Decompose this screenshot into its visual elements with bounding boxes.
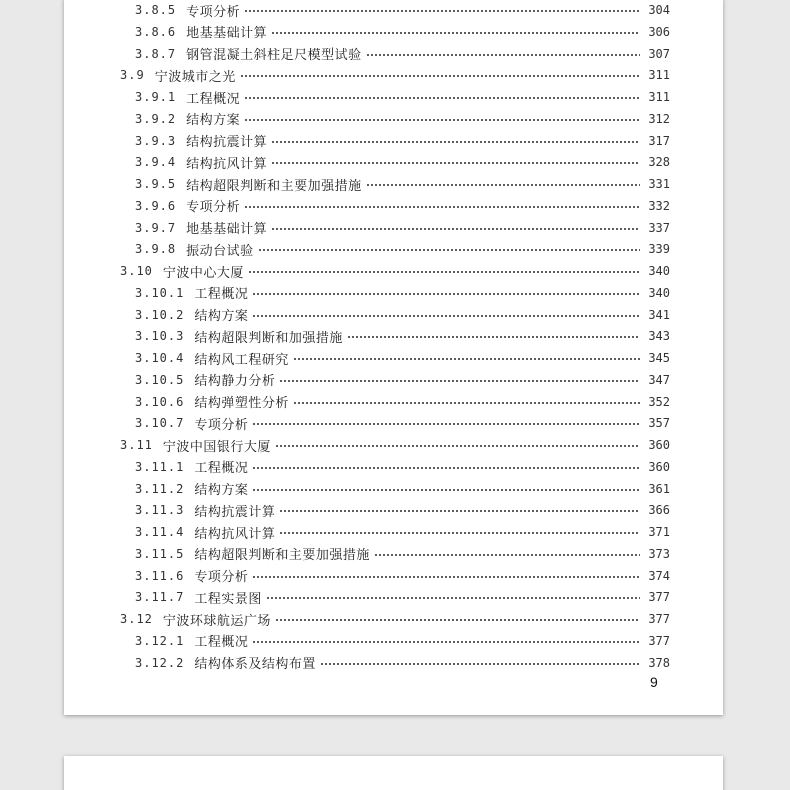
toc-subsection-entry[interactable] (135, 566, 670, 586)
toc-section-entry[interactable] (120, 261, 670, 281)
toc-subsection-entry[interactable] (135, 522, 670, 542)
toc-entry-title: 工程概况 (186, 91, 241, 107)
toc-entry-page: 374 (648, 568, 670, 583)
toc-entry-title: 结构方案 (194, 309, 249, 324)
toc-entry-page: 377 (648, 590, 670, 605)
toc-subsection-entry[interactable] (135, 131, 670, 151)
toc-subsection-entry[interactable] (135, 196, 670, 216)
toc-entry-title: 宁波中心大厦 (162, 265, 244, 281)
toc-subsection-entry[interactable] (135, 109, 670, 129)
toc-dot-leader (271, 162, 640, 164)
toc-dot-leader (279, 380, 640, 382)
toc-entry-page: 378 (648, 655, 670, 670)
toc-entry-number: 3.12.1 (135, 633, 185, 648)
toc-entry-number: 3.10.7 (135, 416, 185, 431)
toc-entry-title: 结构抗震计算 (194, 504, 276, 520)
toc-entry-page: 345 (648, 351, 670, 365)
toc-entry-page: 361 (648, 481, 670, 496)
toc-entry-number: 3.9.7 (135, 220, 177, 235)
toc-subsection-entry[interactable] (135, 348, 670, 368)
toc-dot-leader (244, 10, 640, 12)
toc-entry-title: 地基基础计算 (186, 222, 268, 237)
toc-entry-page: 311 (648, 68, 670, 83)
toc-subsection-entry[interactable] (135, 500, 670, 520)
toc-subsection-entry[interactable] (135, 392, 670, 412)
toc-dot-leader (279, 510, 640, 512)
toc-dot-leader (244, 206, 640, 208)
toc-dot-leader (293, 358, 640, 360)
toc-entry-number: 3.9.2 (135, 111, 177, 126)
toc-dot-leader (320, 663, 640, 665)
toc-entry-page: 317 (648, 133, 670, 148)
toc-entry-number: 3.11.3 (135, 503, 185, 518)
next-document-page (64, 756, 723, 790)
toc-entry-number: 3.11 (120, 438, 153, 452)
toc-dot-leader (244, 119, 640, 121)
toc-entry-page: 304 (648, 3, 670, 17)
toc-subsection-entry[interactable] (135, 544, 670, 564)
toc-dot-leader (271, 228, 640, 230)
toc-entry-number: 3.11.6 (135, 568, 185, 583)
toc-entry-number: 3.8.7 (135, 46, 177, 61)
toc-entry-title: 结构弹塑性分析 (194, 396, 289, 411)
toc-entry-page: 340 (648, 285, 670, 300)
toc-entry-title: 结构超限判断和主要加强措施 (194, 548, 370, 564)
toc-subsection-entry[interactable] (135, 283, 670, 303)
toc-entry-title: 工程实景图 (194, 591, 262, 607)
toc-entry-title: 结构超限判断和主要加强措施 (186, 178, 362, 194)
toc-entry-number: 3.12 (120, 612, 153, 626)
toc-entry-page: 373 (648, 546, 670, 561)
toc-subsection-entry[interactable] (135, 326, 670, 346)
toc-entry-number: 3.10.2 (135, 307, 185, 322)
toc-entry-page: 331 (648, 177, 670, 191)
toc-entry-title: 工程概况 (194, 461, 249, 477)
toc-entry-title: 宁波中国银行大厦 (162, 439, 271, 455)
toc-subsection-entry[interactable] (135, 305, 670, 325)
toc-entry-title: 专项分析 (186, 200, 241, 216)
toc-entry-title: 地基基础计算 (186, 26, 268, 42)
toc-entry-page: 343 (648, 329, 670, 344)
toc-dot-leader (374, 554, 640, 556)
toc-entry-page: 307 (648, 46, 670, 61)
toc-dot-leader (279, 532, 640, 534)
toc-entry-number: 3.11.4 (135, 525, 185, 539)
toc-entry-number: 3.10.3 (135, 329, 185, 344)
toc-dot-leader (347, 336, 640, 338)
toc-entry-page: 311 (648, 90, 670, 104)
toc-dot-leader (252, 315, 640, 317)
toc-entry-title: 专项分析 (186, 4, 241, 20)
toc-dot-leader (252, 423, 640, 425)
toc-entry-title: 工程概况 (194, 287, 249, 303)
toc-entry-title: 工程概况 (194, 635, 249, 651)
toc-entry-page: 341 (648, 307, 670, 322)
toc-entry-title: 结构抗震计算 (186, 135, 268, 150)
toc-subsection-entry[interactable] (135, 587, 670, 607)
toc-dot-leader (366, 54, 640, 56)
toc-entry-title: 结构方案 (186, 113, 241, 129)
toc-dot-leader (275, 445, 640, 447)
toc-section-entry[interactable] (120, 609, 670, 629)
toc-section-entry[interactable] (120, 435, 670, 455)
toc-entry-title: 结构抗风计算 (186, 156, 268, 172)
toc-entry-title: 结构体系及结构布置 (194, 657, 316, 672)
toc-entry-title: 结构超限判断和加强措施 (194, 330, 343, 346)
page-number: 9 (650, 674, 658, 690)
toc-entry-title: 结构抗风计算 (194, 526, 276, 542)
toc-entry-number: 3.9.3 (135, 133, 177, 148)
toc-subsection-entry[interactable] (135, 0, 670, 20)
toc-entry-title: 专项分析 (194, 417, 249, 433)
toc-entry-title: 钢管混凝土斜柱足尺模型试验 (186, 48, 362, 63)
toc-entry-number: 3.9.5 (135, 177, 177, 191)
toc-entry-number: 3.12.2 (135, 655, 185, 670)
toc-entry-page: 352 (648, 394, 670, 409)
toc-entry-title: 结构静力分析 (194, 374, 276, 390)
toc-subsection-entry[interactable] (135, 174, 670, 194)
toc-dot-leader (275, 619, 640, 621)
toc-entry-page: 339 (648, 242, 670, 257)
toc-entry-number: 3.8.6 (135, 24, 177, 39)
toc-dot-leader (248, 271, 640, 273)
toc-entry-title: 振动台试验 (186, 243, 254, 259)
document-page (64, 0, 723, 715)
toc-entry-page: 357 (648, 416, 670, 431)
toc-entry-page: 371 (648, 525, 670, 539)
toc-entry-page: 377 (648, 633, 670, 648)
toc-dot-leader (266, 597, 640, 599)
toc-entry-number: 3.9 (120, 68, 145, 83)
toc-dot-leader (240, 75, 640, 77)
toc-subsection-entry[interactable] (135, 87, 670, 107)
toc-entry-title: 宁波环球航运广场 (162, 613, 271, 629)
toc-subsection-entry[interactable] (135, 239, 670, 259)
toc-entry-page: 360 (648, 459, 670, 474)
toc-dot-leader (258, 249, 640, 251)
toc-dot-leader (366, 184, 640, 186)
toc-entry-page: 340 (648, 264, 670, 278)
toc-dot-leader (271, 32, 640, 34)
toc-subsection-entry[interactable] (135, 479, 670, 499)
toc-entry-page: 332 (648, 198, 670, 213)
toc-entry-number: 3.11.1 (135, 459, 185, 474)
toc-dot-leader (244, 97, 640, 99)
toc-entry-title: 结构方案 (194, 483, 249, 498)
toc-entry-page: 337 (648, 220, 670, 235)
toc-subsection-entry[interactable] (135, 413, 670, 433)
toc-subsection-entry[interactable] (135, 44, 670, 64)
toc-entry-number: 3.9.4 (135, 155, 177, 170)
toc-subsection-entry[interactable] (135, 152, 670, 172)
toc-entry-number: 3.10.1 (135, 285, 185, 300)
toc-entry-number: 3.8.5 (135, 3, 177, 17)
toc-entry-number: 3.9.8 (135, 242, 177, 257)
toc-entry-page: 377 (648, 612, 670, 626)
toc-entry-page: 347 (648, 372, 670, 387)
toc-entry-number: 3.11.5 (135, 546, 185, 561)
toc-dot-leader (271, 141, 640, 143)
toc-entry-number: 3.9.6 (135, 198, 177, 213)
toc-entry-title: 结构风工程研究 (194, 352, 289, 368)
toc-entry-number: 3.11.7 (135, 590, 185, 605)
toc-entry-page: 360 (648, 438, 670, 452)
toc-subsection-entry[interactable] (135, 631, 670, 651)
toc-subsection-entry[interactable] (135, 218, 670, 238)
toc-dot-leader (252, 467, 640, 469)
toc-subsection-entry[interactable] (135, 22, 670, 42)
toc-entry-number: 3.11.2 (135, 481, 185, 496)
toc-entry-title: 宁波城市之光 (154, 69, 236, 85)
toc-subsection-entry[interactable] (135, 370, 670, 390)
toc-entry-number: 3.10.6 (135, 394, 185, 409)
toc-dot-leader (252, 576, 640, 578)
toc-entry-page: 328 (648, 155, 670, 170)
toc-entry-page: 312 (648, 111, 670, 126)
toc-subsection-entry[interactable] (135, 653, 670, 673)
toc-dot-leader (293, 402, 640, 404)
toc-dot-leader (252, 489, 640, 491)
toc-subsection-entry[interactable] (135, 457, 670, 477)
toc-section-entry[interactable] (120, 65, 670, 85)
toc-dot-leader (252, 293, 640, 295)
toc-entry-page: 306 (648, 24, 670, 39)
toc-entry-page: 366 (648, 503, 670, 518)
toc-dot-leader (252, 641, 640, 643)
toc-entry-number: 3.10.4 (135, 351, 185, 365)
toc-entry-number: 3.10 (120, 264, 153, 278)
toc-entry-number: 3.9.1 (135, 90, 177, 104)
toc-entry-number: 3.10.5 (135, 372, 185, 387)
toc-entry-title: 专项分析 (194, 570, 249, 585)
